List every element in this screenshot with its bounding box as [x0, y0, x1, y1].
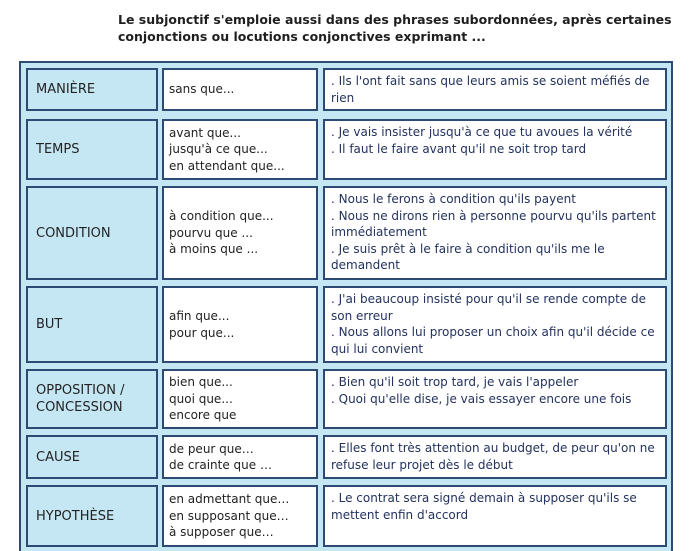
table-row — [21, 186, 671, 280]
category-label: BUT — [36, 317, 63, 332]
conjunction-cell — [162, 435, 318, 479]
conjunction-text: quoi que... — [169, 391, 233, 406]
conjunction-cell — [162, 186, 318, 280]
intro-line-2: conjonctions ou locutions conjonctives exprimant ... — [118, 29, 486, 44]
category-cell — [26, 369, 158, 429]
conjunction-cell — [162, 485, 318, 547]
conjunction-text: de peur que… — [169, 441, 254, 456]
table-row — [21, 435, 671, 479]
conjunction-text: de crainte que … — [169, 458, 272, 472]
category-cell — [26, 435, 158, 479]
example-text: . Elles font très attention au budget, de peur qu'on ne refuse leur projet dès le début — [331, 441, 655, 472]
conjunction-text: en attendant que... — [169, 158, 285, 173]
conjunction-text: sans que... — [169, 82, 235, 97]
category-cell — [26, 186, 158, 280]
conjunction-text: en supposant que… — [169, 508, 289, 523]
category-cell — [26, 119, 158, 180]
conjunction-text: à supposer que… — [169, 525, 274, 540]
category-label: OPPOSITION / — [36, 383, 125, 398]
category-cell — [26, 485, 158, 547]
example-cell — [323, 286, 667, 363]
example-cell — [323, 485, 667, 547]
conjunction-cell — [162, 369, 318, 429]
category-label: TEMPS — [36, 142, 80, 157]
example-cell — [323, 186, 667, 280]
category-cell — [26, 286, 158, 363]
example-text: . Il faut le faire avant qu'il ne soit trop tard — [331, 141, 587, 156]
example-text: . Nous le ferons à condition qu'ils payent — [331, 192, 576, 206]
conjunction-text: pour que... — [169, 325, 235, 340]
table-row — [21, 369, 671, 429]
example-text: . Je vais insister jusqu'à ce que tu avoues la vérité — [331, 125, 633, 139]
example-text: . Ils l'ont fait sans que leurs amis se soient méfiés de rien — [331, 74, 650, 105]
conjunction-cell — [162, 286, 318, 363]
conjunction-text: en admettant que… — [169, 492, 290, 507]
category-label: MANIÈRE — [36, 82, 96, 97]
table-row — [21, 286, 671, 363]
conjunction-text: encore que — [169, 408, 237, 423]
example-text: . Nous ne dirons rien à personne pourvu qu'ils partent immédiatement — [331, 208, 656, 239]
conjunction-text: avant que... — [169, 125, 241, 140]
example-text: . Quoi qu'elle dise, je vais essayer encore une fois — [331, 391, 632, 406]
conjunction-cell — [162, 119, 318, 180]
example-text: . Bien qu'il soit trop tard, je vais l'appeler — [331, 375, 579, 389]
example-text: . J'ai beaucoup insisté pour qu'il se rende compte de son erreur — [331, 292, 646, 323]
intro-text — [118, 11, 678, 45]
example-cell — [323, 435, 667, 479]
example-cell — [323, 119, 667, 180]
example-cell — [323, 369, 667, 429]
conjunction-text: afin que... — [169, 309, 230, 323]
subjunctive-table — [19, 61, 673, 551]
category-cell — [26, 68, 158, 111]
table-row — [21, 119, 671, 180]
example-text: . Je suis prêt à le faire à condition qu'ils me le demandent — [331, 241, 605, 272]
example-text: . Le contrat sera signé demain à supposer qu'ils se mettent enfin d'accord — [331, 491, 637, 522]
conjunction-text: pourvu que ... — [169, 225, 253, 240]
example-cell — [323, 68, 667, 111]
conjunction-text: jusqu'à ce que... — [169, 142, 268, 157]
conjunction-text: à condition que... — [169, 209, 274, 224]
conjunction-text: à moins que ... — [169, 242, 259, 257]
conjunction-text: bien que... — [169, 375, 233, 390]
table-row — [21, 68, 671, 111]
intro-line-1: Le subjonctif s'emploie aussi dans des phrases subordonnées, après certaines — [118, 12, 672, 27]
category-label: CONDITION — [36, 225, 111, 241]
category-label: HYPOTHÈSE — [36, 508, 115, 524]
category-label: CONCESSION — [36, 400, 123, 415]
conjunction-cell — [162, 68, 318, 111]
table-row — [21, 485, 671, 547]
example-text: . Nous allons lui proposer un choix afin qu'il décide ce qui lui convient — [331, 325, 655, 356]
category-label: CAUSE — [36, 449, 80, 465]
